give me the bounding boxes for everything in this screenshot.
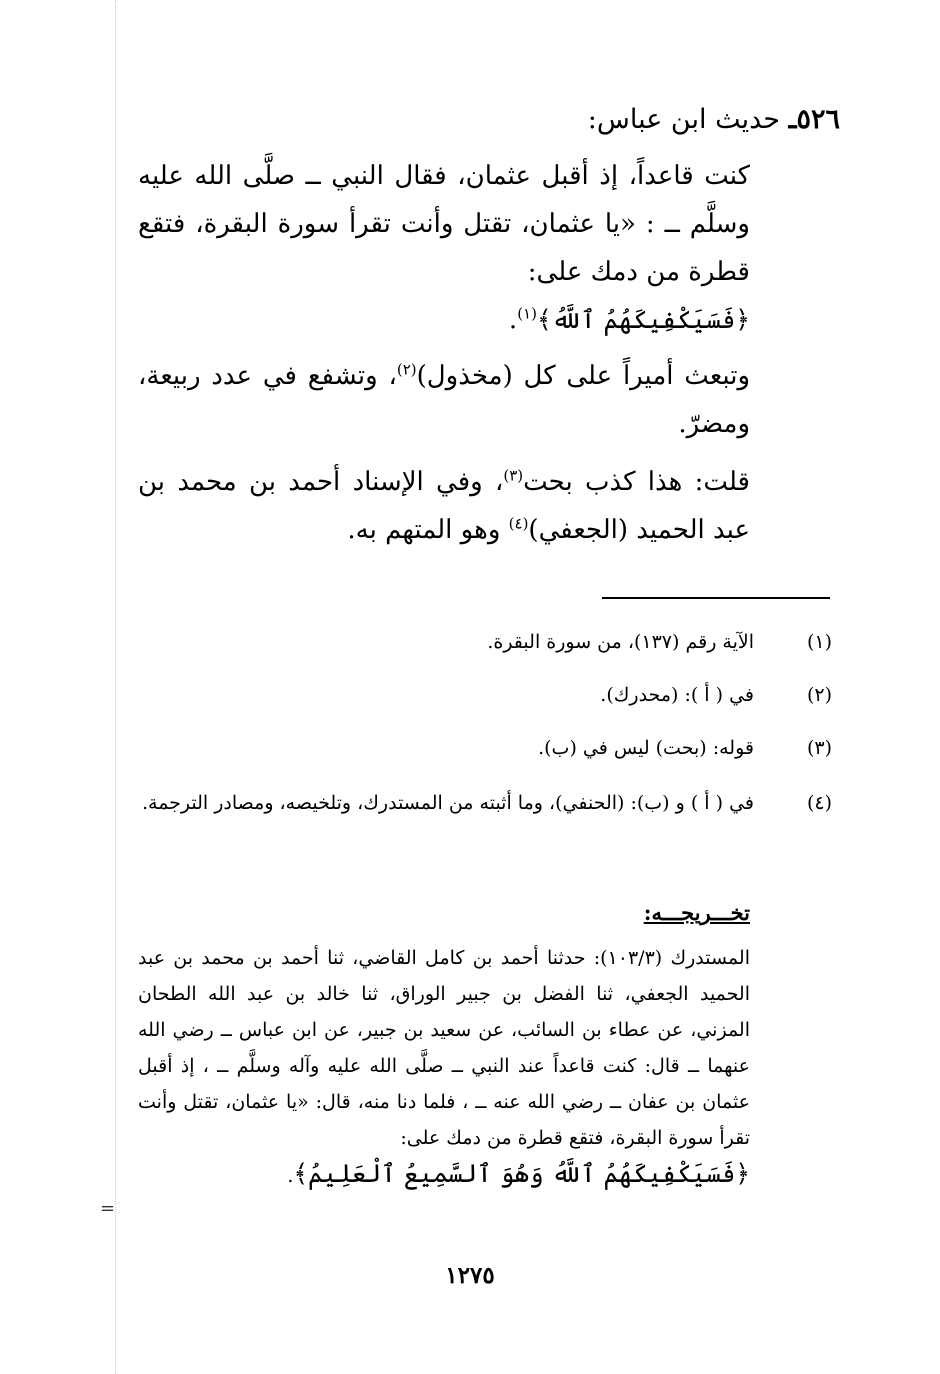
- page-number: ١٢٧٥: [445, 1262, 495, 1289]
- footnote-ref-3[interactable]: (٣): [503, 466, 524, 485]
- footnote-number: (١): [806, 631, 832, 653]
- footnote: [138, 785, 832, 821]
- sentence-end: .: [508, 305, 518, 335]
- quran-verse: ﴿فَسَيَكْفِيكَهُمُ ٱللَّهُ وَهُوَ ٱلسَّمِيعُ ٱلْعَلِيمُ﴾: [293, 1159, 750, 1188]
- footnote: [138, 677, 832, 713]
- hadith-heading: [140, 100, 840, 140]
- hadith-text: كنت قاعداً، إذ أقبل عثمان، فقال النبي ــ صلَّى الله عليه وسلَّم ــ : «يا عثمان، تقتل وأنت تقرأ سورة البقرة، فتقع قطرة من دمك على:: [138, 161, 750, 287]
- quran-verse: ﴿فَسَيَكْفِيكَهُمُ ٱللَّهُ﴾: [536, 305, 750, 334]
- hadith-title: حديث ابن عباس:: [587, 104, 780, 135]
- hadith-text: ، وتشفع في عدد ربيعة، ومضرّ.: [138, 361, 750, 439]
- sentence-end: .: [287, 1165, 294, 1187]
- footnote-ref-4[interactable]: (٤): [508, 514, 529, 533]
- hadith-text-paragraph-1: [138, 152, 750, 344]
- comment-text: قلت: هذا كذب بحت: [523, 467, 750, 497]
- hadith-text: وتبعث أميراً على كل (مخذول): [416, 361, 750, 391]
- comment-text: وهو المتهم به.: [347, 515, 509, 545]
- footnote-ref-2[interactable]: (٢): [396, 360, 417, 379]
- footnote-text: في ( أ ) و (ب): (الحنفي)، وما أثبته من المستدرك، وتلخيصه، ومصادر الترجمة.: [141, 792, 754, 814]
- edge-mark: =: [100, 1198, 116, 1219]
- footnote-text: قوله: (بحت) ليس في (ب).: [538, 737, 754, 759]
- footnote: [138, 730, 832, 766]
- footnote-number: (٤): [806, 792, 832, 814]
- binding-gutter-line: [115, 0, 116, 1374]
- takhrij-text: [138, 940, 750, 1194]
- footnote-ref-1[interactable]: (١): [517, 304, 537, 323]
- takhrij-heading: تخـــريجـــه:: [643, 900, 750, 925]
- footnote-number: (٢): [806, 684, 832, 706]
- footnote-divider: [602, 597, 830, 599]
- footnote: [138, 624, 832, 660]
- hadith-number: ٥٢٦ـ: [788, 104, 840, 135]
- footnote-text: في ( أ ): (محدرك).: [600, 684, 754, 706]
- footnote-text: الآية رقم (١٣٧)، من سورة البقرة.: [487, 631, 754, 653]
- footnote-number: (٣): [806, 737, 832, 759]
- author-comment-paragraph: [138, 458, 750, 554]
- hadith-text-paragraph-2: [138, 352, 750, 448]
- comment-text: ، وفي الإسناد أحمد بن محمد بن عبد الحميد (الجعفي): [138, 467, 750, 545]
- takhrij-body: المستدرك (١٠٣/٣): حدثنا أحمد بن كامل القاضي، ثنا أحمد بن محمد بن عبد الحميد الجعفي، ثنا الفضل بن جبير الوراق، ثنا خالد بن عبد الله الطحان المزني، عن عطاء بن السائب، عن سعيد بن جبير، عن ابن عباس ــ رضي الله عنهما ــ قال: كنت قاعداً عند النبي ــ صلَّى الله عليه وآله وسلَّم ــ ، إذ أقبل عثمان بن عفان ــ رضي الله عنه ــ ، فلما دنا منه، قال: «يا عثمان، تقتل وأنت تقرأ سورة البقرة، فتقع قطرة من دمك على:: [138, 947, 750, 1149]
